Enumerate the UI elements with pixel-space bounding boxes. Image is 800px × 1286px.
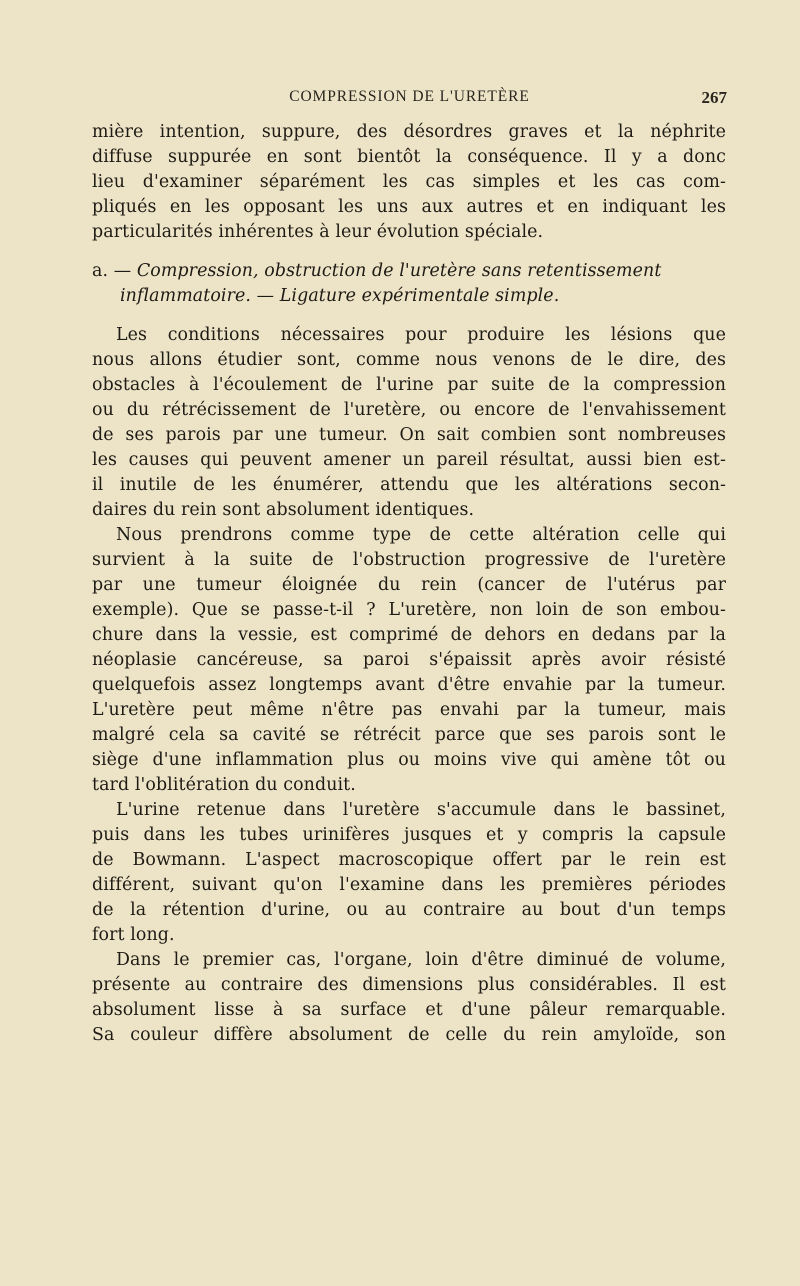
text-line: L'urine retenue dans l'uretère s'accumule dans le bassinet, [116, 800, 726, 820]
text-line: obstacles à l'écoulement de l'urine par suite de la compression [92, 375, 726, 395]
text-line: survient à la suite de l'obstruction progressive de l'uretère [92, 550, 726, 570]
section-heading-label: a. — [92, 261, 132, 281]
text-line: siège d'une inflammation plus ou moins vive qui amène tôt ou [92, 750, 726, 770]
text-line: daires du rein sont absolument identiques. [92, 500, 475, 520]
text-line: différent, suivant qu'on l'examine dans les premières périodes [92, 875, 726, 895]
text-line: nous allons étudier sont, comme nous venons de le dire, des [92, 350, 726, 370]
running-head [92, 88, 727, 110]
text-line: ou du rétrécissement de l'uretère, ou encore de l'envahissement [92, 400, 726, 420]
text-line: néoplasie cancéreuse, sa paroi s'épaissit après avoir résisté [92, 650, 726, 670]
text-line: chure dans la vessie, est comprimé de dehors en dedans par la [92, 625, 726, 645]
text-line: Nous prendrons comme type de cette altération celle qui [116, 525, 726, 545]
text-line: tard l'oblitération du conduit. [92, 775, 356, 795]
text-line: lieu d'examiner séparément les cas simples et les cas com- [92, 172, 726, 192]
section-heading [92, 260, 726, 282]
text-line: Les conditions nécessaires pour produire les lésions que [116, 325, 726, 345]
text-line: particularités inhérentes à leur évolution spéciale. [92, 222, 544, 242]
text-line: de Bowmann. L'aspect macroscopique offert par le rein est [92, 850, 726, 870]
section-heading-title: Compression, obstruction de l'uretère sans retentissement [136, 261, 662, 281]
text-line: diffuse suppurée en sont bientôt la conséquence. Il y a donc [92, 147, 726, 167]
text-line: les causes qui peuvent amener un pareil résultat, aussi bien est- [92, 450, 726, 470]
text-line: absolument lisse à sa surface et d'une pâleur remarquable. [92, 1000, 726, 1020]
text-line: il inutile de les énumérer, attendu que les altérations secon- [92, 475, 726, 495]
text-line: exemple). Que se passe-t-il ? L'uretère, non loin de son embou- [92, 600, 726, 620]
text-line: pliqués en les opposant les uns aux autres et en indiquant les [92, 197, 726, 217]
text-line: L'uretère peut même n'être pas envahi par la tumeur, mais [92, 700, 726, 720]
text-line: malgré cela sa cavité se rétrécit parce que ses parois sont le [92, 725, 726, 745]
text-line: Sa couleur diffère absolument de celle du rein amyloïde, son [92, 1025, 726, 1045]
text-line: de ses parois par une tumeur. On sait combien sont nombreuses [92, 425, 726, 445]
text-line: de la rétention d'urine, ou au contraire au bout d'un temps [92, 900, 726, 920]
text-line: par une tumeur éloignée du rein (cancer de l'utérus par [92, 575, 726, 595]
text-line: présente au contraire des dimensions plus considérables. Il est [92, 975, 726, 995]
text-line: mière intention, suppure, des désordres graves et la néphrite [92, 122, 726, 142]
running-title: COMPRESSION DE L'URETÈRE [289, 88, 530, 105]
text-line: quelquefois assez longtemps avant d'être envahie par la tumeur. [92, 675, 726, 695]
section-heading-title-continued: inflammatoire. — Ligature expérimentale simple. [120, 286, 560, 306]
text-line: fort long. [92, 925, 175, 945]
text-line: puis dans les tubes urinifères jusques et y compris la capsule [92, 825, 726, 845]
text-line: Dans le premier cas, l'organe, loin d'être diminué de volume, [116, 950, 726, 970]
page-number: 267 [701, 88, 727, 107]
